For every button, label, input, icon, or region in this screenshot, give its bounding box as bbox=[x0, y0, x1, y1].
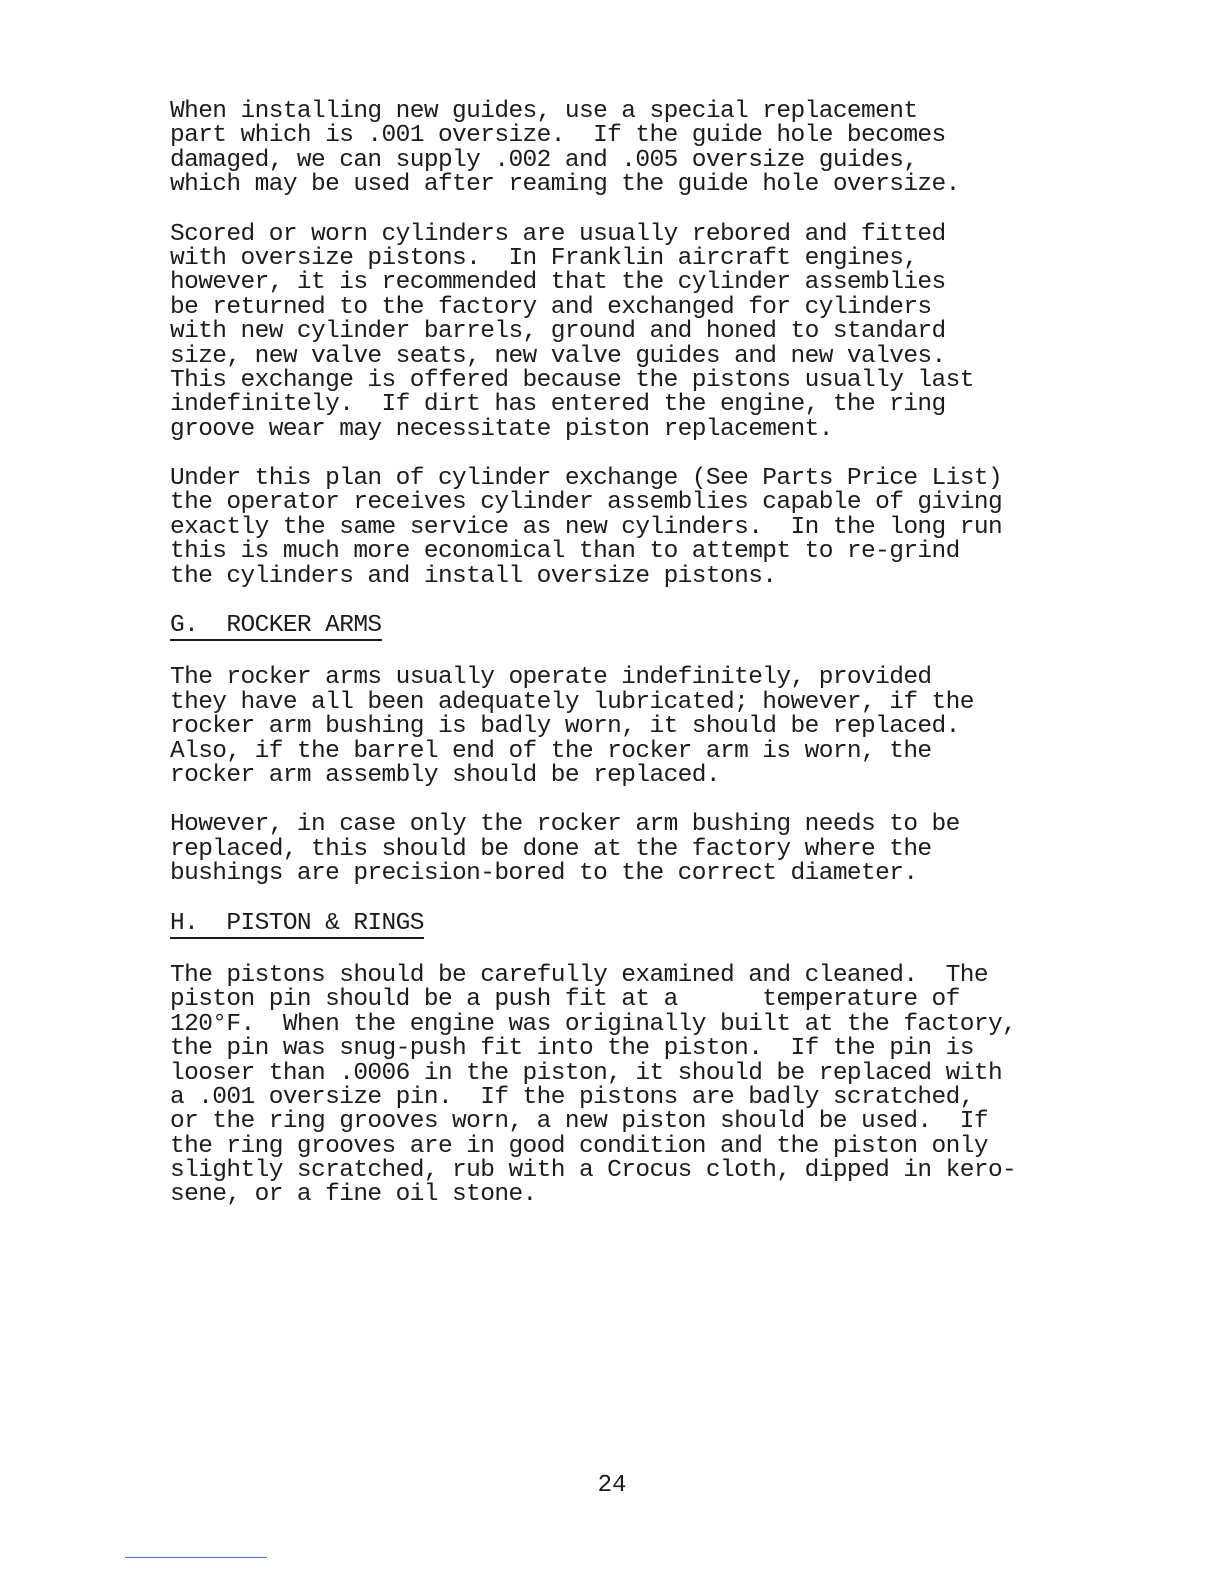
text-line: they have all been adequately lubricated; however, if the bbox=[170, 688, 974, 716]
text-line: slightly scratched, rub with a Crocus cloth, dipped in kero- bbox=[170, 1157, 1017, 1185]
text-line: be returned to the factory and exchanged for cylinders bbox=[170, 293, 932, 321]
section-h bbox=[170, 909, 1050, 964]
text-line: bushings are precision-bored to the correct diameter. bbox=[170, 860, 918, 888]
text-line: which may be used after reaming the guide hole oversize. bbox=[170, 171, 960, 199]
text-line: The rocker arms usually operate indefinitely, provided bbox=[170, 664, 932, 692]
text-line: rocker arm bushing is badly worn, it should be replaced. bbox=[170, 713, 960, 741]
text-line: however, it is recommended that the cylinder assemblies bbox=[170, 269, 946, 297]
text-line: groove wear may necessitate piston replacement. bbox=[170, 415, 833, 443]
paragraph-pistons bbox=[170, 961, 1050, 1209]
page-number: 24 bbox=[597, 1472, 627, 1499]
page-content bbox=[170, 100, 1050, 1233]
text-line: The pistons should be carefully examined and cleaned. The bbox=[170, 961, 988, 989]
text-line: with new cylinder barrels, ground and honed to standard bbox=[170, 318, 946, 346]
text-line: Also, if the barrel end of the rocker arm is worn, the bbox=[170, 737, 932, 765]
text-line: When installing new guides, use a special replacement bbox=[170, 98, 918, 125]
text-line: the operator receives cylinder assemblies capable of giving bbox=[170, 489, 1003, 517]
text-line: this is much more economical than to attempt to re-grind bbox=[170, 538, 960, 566]
paragraph-guides bbox=[170, 100, 1050, 198]
text-line: with oversize pistons. In Franklin aircraft engines, bbox=[170, 244, 918, 272]
text-line: rocker arm assembly should be replaced. bbox=[170, 762, 720, 789]
text-line: Under this plan of cylinder exchange (See Parts Price List) bbox=[170, 465, 1003, 493]
text-line: part which is .001 oversize. If the guide hole becomes bbox=[170, 122, 946, 150]
text-line: Scored or worn cylinders are usually rebored and fitted bbox=[170, 220, 946, 248]
text-line: the cylinders and install oversize pistons. bbox=[170, 562, 777, 590]
paragraph-rocker-bushing bbox=[170, 813, 1050, 886]
section-heading-piston-rings: H. PISTON & RINGS bbox=[170, 912, 424, 939]
text-line: the ring grooves are in good condition and the piston only bbox=[170, 1132, 988, 1160]
text-line: However, in case only the rocker arm bushing needs to be bbox=[170, 811, 960, 839]
text-line: damaged, we can supply .002 and .005 oversize guides, bbox=[170, 146, 918, 174]
footnote-rule bbox=[125, 1557, 267, 1558]
text-line: or the ring grooves worn, a new piston should be used. If bbox=[170, 1108, 988, 1136]
paragraph-cylinders bbox=[170, 220, 1050, 443]
text-line: This exchange is offered because the pistons usually last bbox=[170, 366, 974, 394]
text-line: size, new valve seats, new valve guides and new valves. bbox=[170, 342, 946, 370]
paragraph-cylinder-exchange bbox=[170, 467, 1050, 589]
section-g bbox=[170, 614, 1050, 666]
text-line: a .001 oversize pin. If the pistons are badly scratched, bbox=[170, 1083, 974, 1111]
paragraph-rocker-arms bbox=[170, 666, 1050, 788]
text-line: piston pin should be a push fit at a temperature of bbox=[170, 986, 960, 1014]
text-line: replaced, this should be done at the factory where the bbox=[170, 835, 932, 863]
text-line: 120°F. When the engine was originally built at the factory, bbox=[170, 1010, 1017, 1038]
text-line: the pin was snug-push fit into the piston. If the pin is bbox=[170, 1035, 974, 1063]
text-line: exactly the same service as new cylinders. In the long run bbox=[170, 513, 1003, 541]
text-line: indefinitely. If dirt has entered the engine, the ring bbox=[170, 391, 946, 419]
section-heading-rocker-arms: G. ROCKER ARMS bbox=[170, 614, 382, 641]
text-line: sene, or a fine oil stone. bbox=[170, 1181, 537, 1209]
text-line: looser than .0006 in the piston, it should be replaced with bbox=[170, 1059, 1003, 1087]
